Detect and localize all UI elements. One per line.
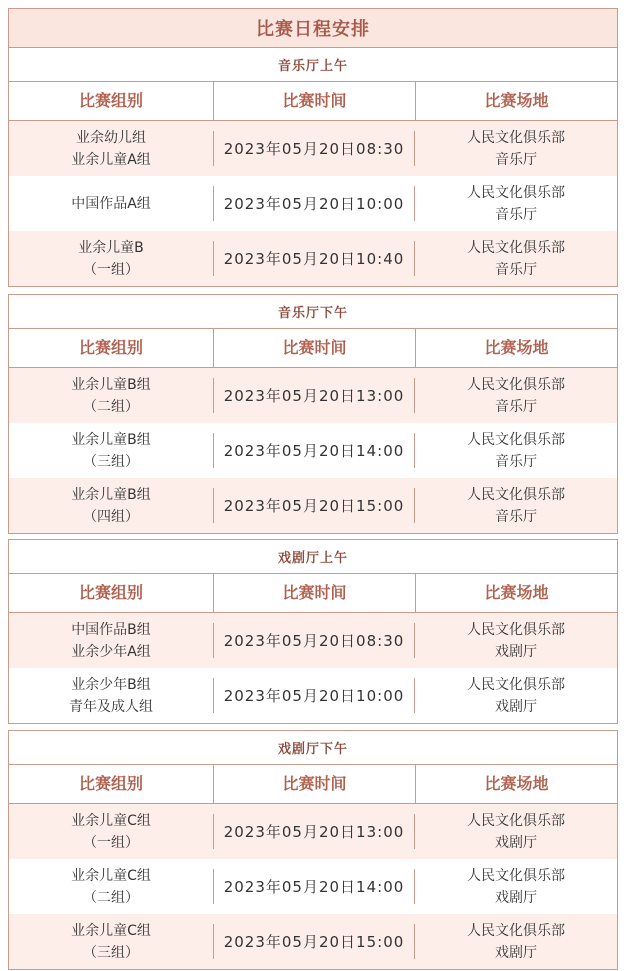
- table-row: [9, 423, 617, 478]
- table-header-row: [9, 765, 617, 804]
- table-row: [9, 859, 617, 914]
- schedule-section: [8, 539, 618, 724]
- header-venue: 比赛场地: [415, 574, 617, 612]
- venue-line: 音乐厅: [495, 508, 537, 525]
- venue-line: 音乐厅: [495, 261, 537, 278]
- group-line: 业余儿童C组: [71, 867, 151, 884]
- venue-line: 人民文化俱乐部: [467, 621, 565, 638]
- venue-cell: [415, 231, 617, 286]
- time-cell: 2023年05月20日13:00: [213, 804, 415, 859]
- table-row: [9, 121, 617, 176]
- venue-line: 音乐厅: [495, 151, 537, 168]
- time-cell: 2023年05月20日10:00: [213, 668, 415, 723]
- venue-line: 人民文化俱乐部: [467, 376, 565, 393]
- header-venue: 比赛场地: [415, 765, 617, 803]
- table-row: [9, 914, 617, 969]
- time-cell: 2023年05月20日08:30: [213, 121, 415, 176]
- group-line: 业余儿童A组: [71, 151, 151, 168]
- group-cell: [9, 423, 213, 478]
- group-line: 业余少年A组: [71, 643, 151, 660]
- group-line: 业余儿童C组: [71, 812, 151, 829]
- header-time: 比赛时间: [213, 329, 415, 367]
- venue-line: 人民文化俱乐部: [467, 431, 565, 448]
- time-cell: 2023年05月20日13:00: [213, 368, 415, 423]
- group-line: 业余少年B组: [71, 676, 151, 693]
- group-line: （一组）: [83, 834, 139, 851]
- table-row: [9, 804, 617, 859]
- venue-line: 人民文化俱乐部: [467, 676, 565, 693]
- venue-line: 人民文化俱乐部: [467, 129, 565, 146]
- group-line: 青年及成人组: [69, 698, 153, 715]
- venue-cell: [415, 368, 617, 423]
- venue-cell: [415, 423, 617, 478]
- header-venue: 比赛场地: [415, 329, 617, 367]
- header-time: 比赛时间: [213, 574, 415, 612]
- group-line: （三组）: [83, 944, 139, 961]
- section-title: 戏剧厅下午: [9, 731, 617, 765]
- table-header-row: [9, 329, 617, 368]
- group-line: 业余儿童B: [78, 239, 144, 256]
- venue-line: 人民文化俱乐部: [467, 922, 565, 939]
- group-cell: [9, 176, 213, 231]
- group-cell: [9, 613, 213, 668]
- time-cell: 2023年05月20日14:00: [213, 423, 415, 478]
- venue-line: 戏剧厅: [495, 643, 537, 660]
- venue-line: 人民文化俱乐部: [467, 184, 565, 201]
- venue-line: 音乐厅: [495, 398, 537, 415]
- venue-cell: [415, 121, 617, 176]
- venue-cell: [415, 478, 617, 533]
- time-cell: 2023年05月20日10:40: [213, 231, 415, 286]
- header-group: 比赛组别: [78, 774, 143, 793]
- table-header-row: [9, 574, 617, 613]
- venue-cell: [415, 859, 617, 914]
- schedule-section: [8, 48, 618, 287]
- group-cell: [9, 914, 213, 969]
- time-cell: 2023年05月20日08:30: [213, 613, 415, 668]
- time-cell: 2023年05月20日10:00: [213, 176, 415, 231]
- venue-line: 人民文化俱乐部: [467, 867, 565, 884]
- group-line: （三组）: [83, 453, 139, 470]
- group-cell: [9, 859, 213, 914]
- group-cell: [9, 121, 213, 176]
- group-cell: [9, 368, 213, 423]
- table-header-row: [9, 82, 617, 121]
- schedule-section: [8, 294, 618, 534]
- venue-cell: [415, 176, 617, 231]
- table-row: [9, 668, 617, 723]
- time-cell: 2023年05月20日15:00: [213, 914, 415, 969]
- venue-cell: [415, 613, 617, 668]
- header-group: 比赛组别: [78, 338, 143, 357]
- venue-line: 音乐厅: [495, 206, 537, 223]
- group-line: 业余儿童B组: [71, 486, 151, 503]
- group-line: （一组）: [83, 261, 139, 278]
- schedule-section: [8, 730, 618, 970]
- group-line: （四组）: [83, 508, 139, 525]
- group-cell: [9, 668, 213, 723]
- group-line: （二组）: [83, 398, 139, 415]
- header-venue: 比赛场地: [415, 82, 617, 120]
- group-line: 中国作品B组: [71, 621, 151, 638]
- group-cell: [9, 478, 213, 533]
- venue-line: 戏剧厅: [495, 834, 537, 851]
- venue-cell: [415, 804, 617, 859]
- time-cell: 2023年05月20日14:00: [213, 859, 415, 914]
- section-title: 音乐厅上午: [9, 48, 617, 82]
- group-line: 业余儿童B组: [71, 431, 151, 448]
- venue-line: 戏剧厅: [495, 889, 537, 906]
- table-row: [9, 368, 617, 423]
- table-row: [9, 478, 617, 533]
- table-row: [9, 231, 617, 286]
- page-title: 比赛日程安排: [8, 8, 618, 48]
- header-time: 比赛时间: [213, 82, 415, 120]
- header-time: 比赛时间: [213, 765, 415, 803]
- venue-line: 戏剧厅: [495, 698, 537, 715]
- venue-cell: [415, 668, 617, 723]
- header-group: 比赛组别: [78, 91, 143, 110]
- table-row: [9, 613, 617, 668]
- section-title: 音乐厅下午: [9, 295, 617, 329]
- venue-line: 戏剧厅: [495, 944, 537, 961]
- header-group: 比赛组别: [78, 583, 143, 602]
- table-row: [9, 176, 617, 231]
- group-line: 业余儿童C组: [71, 922, 151, 939]
- group-line: 中国作品A组: [71, 195, 151, 212]
- section-title: 戏剧厅上午: [9, 540, 617, 574]
- venue-line: 人民文化俱乐部: [467, 239, 565, 256]
- group-cell: [9, 804, 213, 859]
- group-line: 业余儿童B组: [71, 376, 151, 393]
- venue-line: 音乐厅: [495, 453, 537, 470]
- venue-line: 人民文化俱乐部: [467, 812, 565, 829]
- venue-line: 人民文化俱乐部: [467, 486, 565, 503]
- group-line: 业余幼儿组: [76, 129, 146, 146]
- venue-cell: [415, 914, 617, 969]
- time-cell: 2023年05月20日15:00: [213, 478, 415, 533]
- group-cell: [9, 231, 213, 286]
- group-line: （二组）: [83, 889, 139, 906]
